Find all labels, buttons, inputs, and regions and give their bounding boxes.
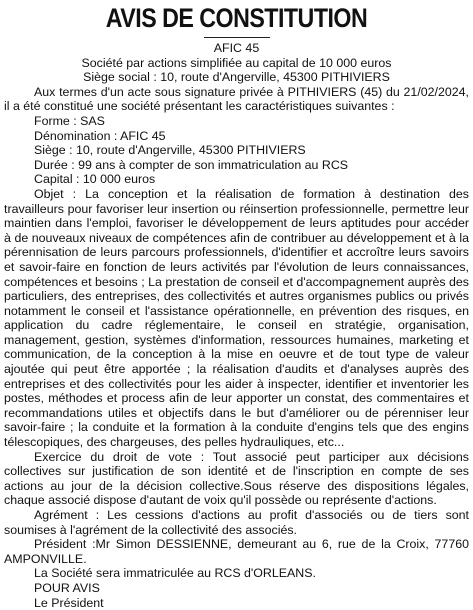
legal-notice	[4, 0, 469, 610]
field-siege: Siège : 10, route d'Angerville, 45300 PITHIVIERS	[34, 143, 306, 158]
objet-paragraph: Objet : La conception et la réalisation de formation à destination des travailleurs pour favoriser leur insertion ou réinsertion professionnelle, permettre leur maintien dans l'emploi, favoriser le développement de leurs aptitudes pour accéder à de nouveaux niveaux de compétences afin de contribuer au développement et à la pérennisation de leurs parcours professionnels, d'identifier et accroître leurs savoirs et savoir-faire en fonction de leurs activités par l'évolution de leurs connaissances, compétences et besoins ; La prestation de conseil et d'accompagnement auprès des particuliers, des entreprises, des collectivités et autres organismes publics ou privés notamment le conseil et l'assistance opérationnelle, en prévention des risques, en application du cadre réglementaire, le conseil en stratégie, organisation, management, gestion, systèmes d'information, ressources humaines, marketing et communication, de la conception à la mise en oeuvre et de tout type de valeur ajoutée qui peut être apportée ; la réalisation d'audits et d'analyses auprès des entreprises et des collectivités pour les aider à inspecter, identifier et inventorier les postes, méthodes et process afin de leur apporter un constat, des commentaires et recommandations utiles et objectifs dans le but d'améliorer ou de pérenniser leur savoir-faire ; la conduite et la formation à la conduite d'engins tels que des engins télescopiques, des chargeuses, des pelles hydrauliques, etc...	[4, 186, 469, 450]
signatory-line: Le Président	[34, 595, 104, 610]
vote-paragraph: Exercice du droit de vote : Tout associé peut participer aux décisions collectives sur justification de son identité et de l'inscription en compte de ses actions au jour de la décision collective.Sous réserve des dispositions légales, chaque associé dispose d'autant de voix qu'il possède ou représente d'actions.	[4, 449, 469, 508]
field-duree: Durée : 99 ans à compter de son immatriculation au RCS	[34, 157, 349, 172]
intro-paragraph: Aux termes d'un acte sous signature privée à PITHIVIERS (45) du 21/02/2024, il a été constitué une société présentant les caractéristiques suivantes :	[4, 84, 469, 114]
notice-title: AVIS DE CONSTITUTION	[105, 3, 368, 33]
company-type-line: Société par actions simplifiée au capital de 10 000 euros	[81, 55, 392, 70]
president-paragraph: Président :Mr Simon DESSIENNE, demeurant au 6, rue de la Croix, 77760 AMPONVILLE.	[4, 537, 469, 566]
company-name-line: AFIC 45	[213, 41, 260, 55]
field-forme: Forme : SAS	[34, 113, 105, 128]
pour-avis-line: POUR AVIS	[34, 580, 100, 595]
registered-office-line: Siège social : 10, route d'Angerville, 45300 PITHIVIERS	[83, 70, 390, 85]
rcs-line: La Société sera immatriculée au RCS d'ORLEANS.	[34, 566, 316, 581]
title-divider	[204, 37, 270, 38]
field-denomination: Dénomination : AFIC 45	[34, 128, 166, 143]
agrement-paragraph: Agrément : Les cessions d'actions au profit d'associés ou de tiers sont soumises à l'agrément de la collectivité des associés.	[4, 508, 469, 537]
field-capital: Capital : 10 000 euros	[34, 172, 156, 187]
